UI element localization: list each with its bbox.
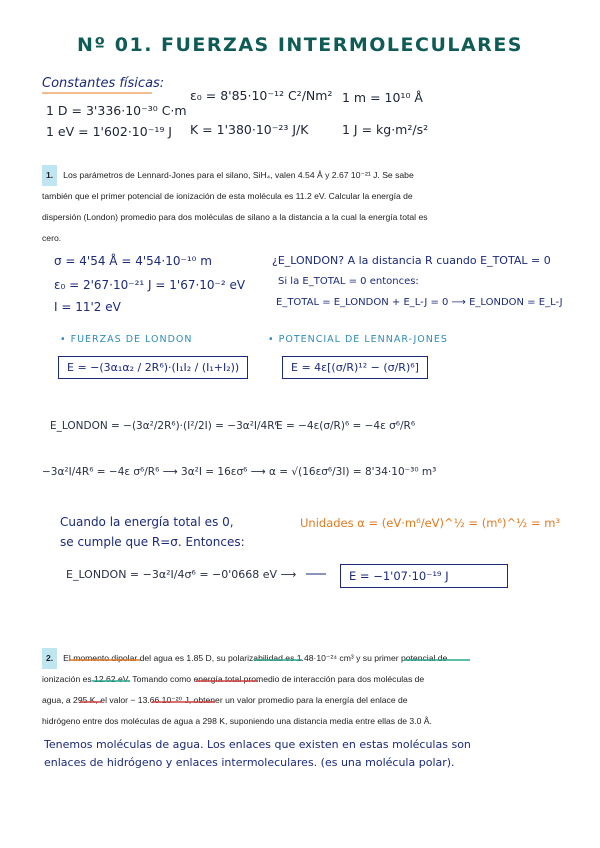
lennard-jones-heading: • POTENCIAL DE LENNAR-JONES [268,334,448,345]
constant-joule: 1 J = kg·m²/s² [342,122,429,137]
constant-eps0: ε₀ = 8'85·10⁻¹² C²/Nm² [190,88,333,103]
problem1-number: 1. [42,165,57,186]
data-ionization: I = 11'2 eV [54,300,121,314]
problem2-line4: hidrógeno entre dos moléculas de agua a 298 K, suponiendo una distancia media entre ellas de 3.0 Å. [42,716,432,726]
problem2-line3: agua, a 295 K, el valor − 13.66 10⁻²⁰ J, obtener un valor promedio para la energía del enlace de [42,695,408,705]
problem1-line3: dispersión (London) promedio para dos moléculas de silano a la distancia a la cual la energía total es [42,212,428,222]
answer-line2: enlaces de hidrógeno y enlaces intermoleculares. (es una molécula polar). [44,756,455,769]
constant-angstrom: 1 m = 10¹⁰ Å [342,90,423,105]
lj-simplified: E = −4ε(σ/R)⁶ = −4ε σ⁶/R⁶ [276,420,416,432]
cuando-line2: se cumple que R=σ. Entonces: [60,535,245,549]
page-title: Nº 01. FUERZAS INTERMOLECULARES [77,34,523,56]
problem1-line1: 1. Los parámetros de Lennard-Jones para el silano, SiH₄, valen 4.54 Å y 2.67 10⁻²¹ J. Se sabe [42,165,414,186]
equate-expression: −3α²I/4R⁶ = −4ε σ⁶/R⁶ ⟶ 3α²I = 16εσ⁶ ⟶ α = √(16εσ⁶/3I) = 8'34·10⁻³⁰ m³ [42,466,437,478]
london-simplified: E_LONDON = −(3α²/2R⁶)·(I²/2I) = −3α²I/4R⁶ [50,420,279,432]
data-epsilon: ε₀ = 2'67·10⁻²¹ J = 1'67·10⁻² eV [54,278,246,292]
problem2-line2: ionización es 12.62 eV. Tomando como energía total promedio de interacción para dos moléculas de [42,674,425,684]
answer-line1: Tenemos moléculas de agua. Los enlaces que existen en estas moléculas son [44,738,471,751]
question-london: ¿E_LONDON? A la distancia R cuando E_TOTAL = 0 [272,254,551,267]
data-sigma: σ = 4'54 Å = 4'54·10⁻¹⁰ m [54,254,212,268]
problem2-line1: 2. El momento dipolar del agua es 1.85 D, su polarizabilidad es 1.48·10⁻²⁴ cm³ y su primer potencial de [42,648,447,669]
condition-line1: Si la E_TOTAL = 0 entonces: [278,276,419,287]
condition-line2: E_TOTAL = E_LONDON + E_L-J = 0 ⟶ E_LONDON = E_L-J [276,297,563,308]
london-heading: • FUERZAS DE LONDON [60,334,193,345]
problem1-line4: cero. [42,233,62,243]
result-box: E = −1'07·10⁻¹⁹ J [340,564,508,588]
constant-boltzmann: K = 1'380·10⁻²³ J/K [190,122,309,137]
constants-heading: Constantes físicas: [42,76,165,91]
cuando-line1: Cuando la energía total es 0, [60,515,234,529]
constant-ev: 1 eV = 1'602·10⁻¹⁹ J [46,124,172,139]
constant-debye: 1 D = 3'336·10⁻³⁰ C·m [46,103,187,118]
units-derivation: Unidades α = (eV·m⁶/eV)^½ = (m⁶)^½ = m³ [300,516,561,530]
london-formula: E = −(3α₁α₂ / 2R⁶)·(I₁I₂ / (I₁+I₂)) [58,356,248,379]
result-calculation: E_LONDON = −3α²I/4σ⁶ = −0'0668 eV ⟶ [66,568,297,581]
problem2-number: 2. [42,648,57,669]
problem1-line2: también que el primer potencial de ionización de esta molécula es 11.2 eV. Calcular la energía de [42,191,413,201]
lennard-jones-formula: E = 4ε[(σ/R)¹² − (σ/R)⁶] [282,356,428,379]
